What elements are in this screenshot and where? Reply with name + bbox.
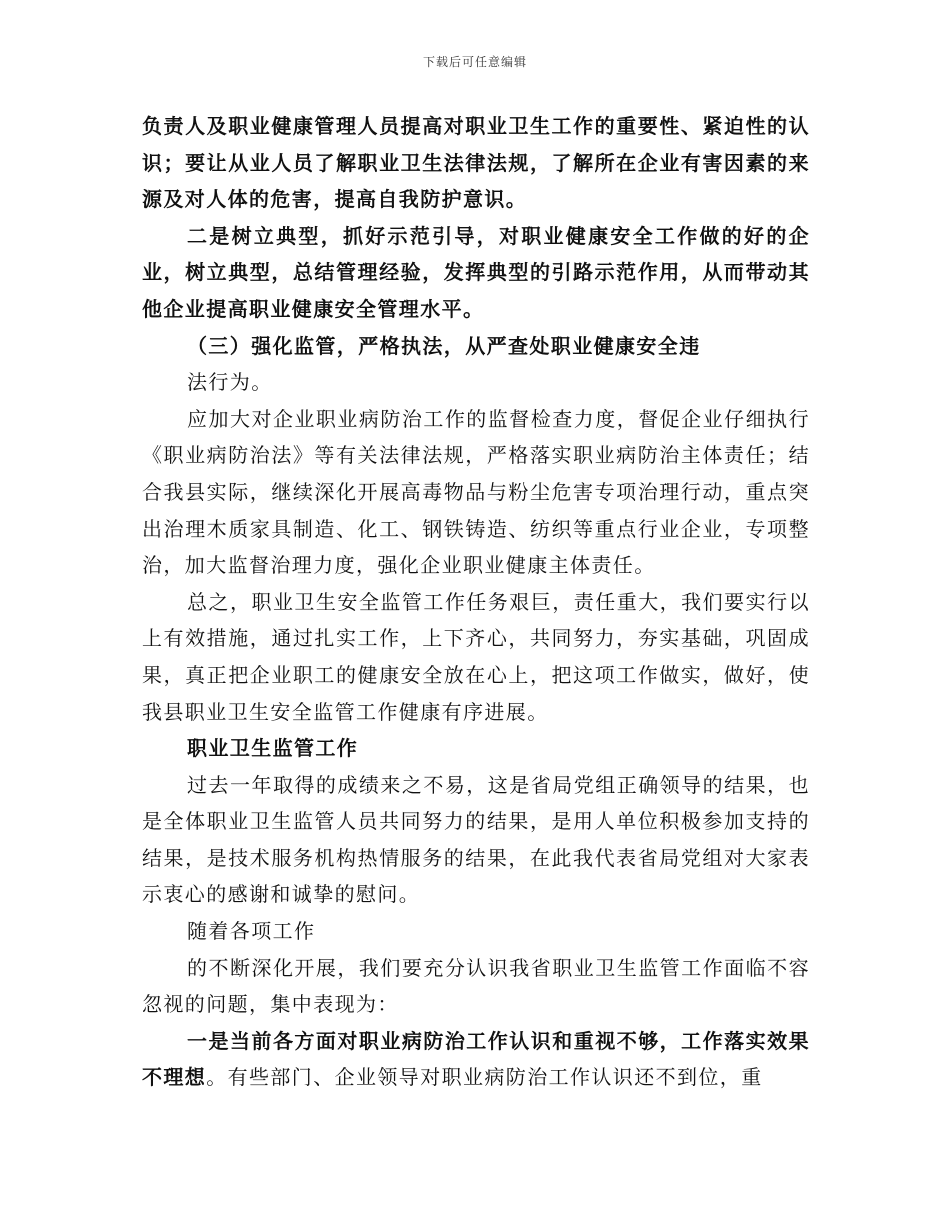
section-heading-enforcement: （三）强化监管，严格执法，从严查处职业健康安全违 [187,333,701,358]
first-problem-bold: 一是当前各方面对职业病防治工作认识和重视不够，工作落实效果不理想 [142,1028,810,1090]
paragraph-awareness: 负责人及职业健康管理人员提高对职业卫生工作的重要性、紧迫性的认识；要让从业人员了解职业卫生法律法规，了解所在企业有害因素的来源及对人体的危害，提高自我防护意识。 [142,114,810,212]
first-problem-text: 。有些部门、企业领导对职业病防治工作认识还不到位，重 [206,1065,763,1090]
paragraph-achievements: 过去一年取得的成绩来之不易，这是省局党组正确领导的结果，也是全体职业卫生监管人员共同努力的结果，是用人单位积极参加支持的结果，是技术服务机构热情服务的结果，在此我代表省局党组对大家表示衷心的感谢和诚挚的慰问。 [142,772,810,907]
paragraph-typical-example: 二是树立典型，抓好示范引导，对职业健康安全工作做的好的企业，树立典型，总结管理经验，发挥典型的引路示范作用，从而带动其他企业提高职业健康安全管理水平。 [142,223,810,321]
paragraph-summary: 总之，职业卫生安全监管工作任务艰巨，责任重大，我们要实行以上有效措施，通过扎实工作，上下齐心，共同努力，夯实基础，巩固成果，真正把企业职工的健康安全放在心上，把这项工作做实，做好，使我县职业卫生安全监管工作健康有序进展。 [142,589,810,724]
header-note: 下载后可任意编辑 [422,55,527,69]
paragraph-with-work: 随着各项工作 [187,919,316,944]
paragraph-supervision: 应加大对企业职业病防治工作的监督检查力度，督促企业仔细执行《职业病防治法》等有关法律法规，严格落实职业病防治主体责任；结合我县实际，继续深化开展高毒物品与粉尘危害专项治理行动，重点突出治理木质家具制造、化工、钢铁铸造、纺织等重点行业企业，专项整治，加大监督治理力度，强化企业职业健康主体责任。 [142,406,810,578]
document-body [142,108,810,1096]
paragraph-illegal-acts: 法行为。 [187,370,273,395]
section-heading-supervision-work: 职业卫生监管工作 [187,736,359,761]
paragraph-problems: 的不断深化开展，我们要充分认识我省职业卫生监管工作面临不容忽视的问题，集中表现为： [142,955,810,1017]
paragraph-first-problem [142,1023,810,1096]
